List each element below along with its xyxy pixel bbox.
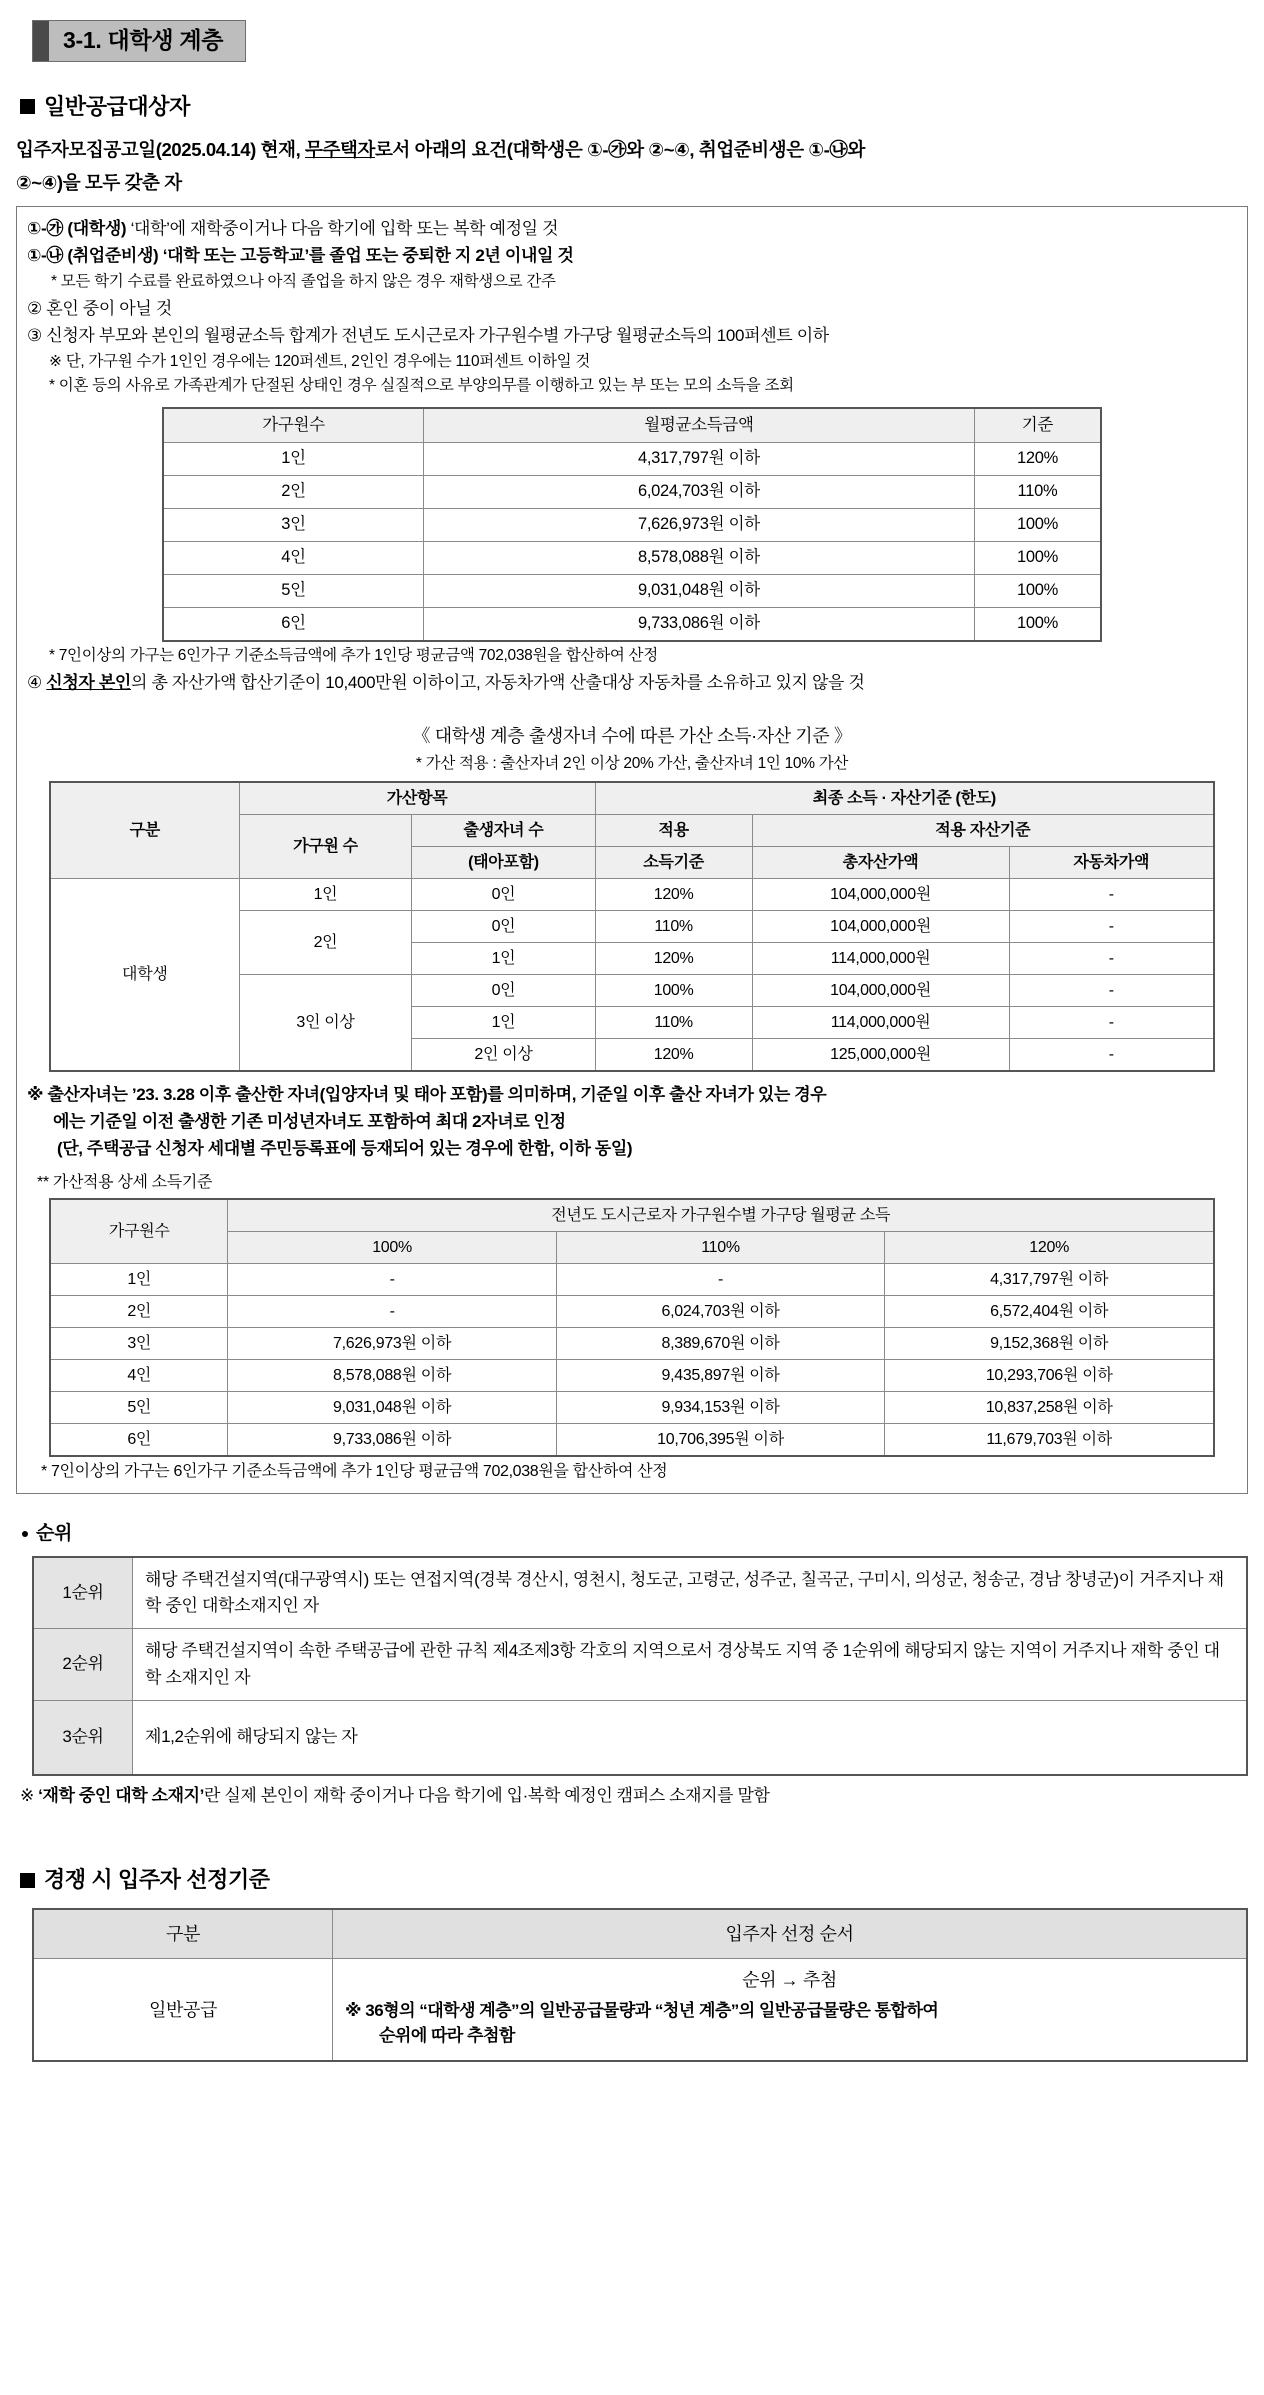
col-header-standard: 기준 (974, 408, 1101, 443)
cell-income-100: - (228, 1295, 556, 1327)
table-row (163, 542, 1101, 575)
table-row (163, 509, 1101, 542)
cell-car-asset: - (1009, 1039, 1214, 1072)
cell-rank-number: 1순위 (33, 1557, 133, 1629)
section-title-chip (32, 20, 246, 62)
table-row (50, 879, 1214, 911)
black-square-icon (20, 1873, 35, 1888)
cell-total-asset: 125,000,000원 (752, 1039, 1009, 1072)
lead-text-1: 입주자모집공고일(2025.04.14) 현재, (16, 138, 306, 160)
table-header-row (50, 782, 1214, 815)
col-header-applied-income: 적용 (595, 815, 752, 847)
table-row (50, 1423, 1214, 1456)
selection-order-line-1: 순위 → 추첨 (742, 1970, 837, 1991)
cell-income-amount: 6,024,703원 이하 (423, 476, 974, 509)
table-row (50, 1263, 1214, 1295)
detail-income-table (49, 1198, 1215, 1457)
cell-income-100: 7,626,973원 이하 (228, 1327, 556, 1359)
black-square-icon (20, 99, 35, 114)
col-header-120: 120% (885, 1231, 1214, 1263)
col-header-final-standard: 최종 소득 · 자산기준 (한도) (595, 782, 1214, 815)
income-table-footnote: * 7인이상의 가구는 6인가구 기준소득금액에 추가 1인당 평균금액 702,038원을 합산하여 산정 (49, 647, 658, 665)
cell-income-standard: 120% (595, 879, 752, 911)
col-header-income-standard: 소득기준 (595, 847, 752, 879)
cell-household-size: 3인 (163, 509, 423, 542)
requirement-item-2: ② 혼인 중이 아닐 것 (27, 298, 172, 318)
col-header-selection-order: 입주자 선정 순서 (333, 1909, 1248, 1959)
col-header-bonus-item: 가산항목 (239, 782, 595, 815)
rank-footnote (20, 1784, 1248, 1809)
cell-income-100: 9,733,086원 이하 (228, 1423, 556, 1456)
cell-rank-description: 해당 주택건설지역이 속한 주택공급에 관한 규칙 제4조제3항 각호의 지역으로서 경상북도 지역 중 1순위에 해당되지 않는 지역이 거주지나 재학 중인 대학 소재지인 자 (133, 1629, 1248, 1701)
bonus-criteria-table (49, 781, 1215, 1072)
rank-section-heading (22, 1520, 1248, 1548)
selection-table-body (33, 1959, 1247, 2062)
table-header-row (163, 408, 1101, 443)
col-header-car-asset: 자동차가액 (1009, 847, 1214, 879)
cell-standard: 100% (974, 575, 1101, 608)
cell-standard: 120% (974, 443, 1101, 476)
section-title-label: 3-1. 대학생 계층 (63, 27, 224, 54)
cell-household-count: 3인 이상 (239, 975, 412, 1072)
cell-household-count: 2인 (239, 911, 412, 975)
cell-income-110: 10,706,395원 이하 (556, 1423, 885, 1456)
col-header-avg-income-span: 전년도 도시근로자 가구원수별 가구당 월평균 소득 (228, 1199, 1214, 1232)
lead-underline-text: 무주택자 (305, 138, 375, 160)
bullet-dot-icon (22, 1531, 28, 1537)
cell-income-standard: 100% (595, 975, 752, 1007)
table-row (163, 476, 1101, 509)
lead-text-2: 로서 아래의 요건(대학생은 ①-㉮와 ②~④, 취업준비생은 ①-㉯와 (374, 138, 866, 160)
cell-supply-type: 일반공급 (33, 1959, 333, 2062)
cell-car-asset: - (1009, 975, 1214, 1007)
selection-order-line-3: 순위에 따라 추첨함 (379, 2025, 515, 2045)
requirement-3-note: ※ 단, 가구원 수가 1인인 경우에는 120퍼센트, 2인인 경우에는 110퍼센트 이하일 것 (49, 352, 591, 370)
cell-standard: 110% (974, 476, 1101, 509)
cell-children-count: 2인 이상 (412, 1039, 595, 1072)
cell-income-120: 11,679,703원 이하 (885, 1423, 1214, 1456)
detail-income-note: ** 가산적용 상세 소득기준 (37, 1173, 213, 1191)
requirement-note: * 모든 학기 수료를 완료하였으나 아직 졸업을 하지 않은 경우 재학생으로 간주 (51, 272, 556, 290)
bonus-section-note: * 가산 적용 : 출산자녀 2인 이상 20% 가산, 출산자녀 1인 10% 가산 (415, 754, 849, 772)
cell-standard: 100% (974, 542, 1101, 575)
cell-group-label: 대학생 (50, 879, 239, 1072)
cell-income-100: 9,031,048원 이하 (228, 1391, 556, 1423)
general-supply-heading (20, 91, 1248, 123)
income-standard-table (162, 407, 1102, 642)
table-row (50, 1295, 1214, 1327)
cell-income-100: 8,578,088원 이하 (228, 1359, 556, 1391)
general-supply-heading-label: 일반공급대상자 (44, 93, 190, 119)
cell-income-amount: 4,317,797원 이하 (423, 443, 974, 476)
table-row (163, 443, 1101, 476)
cell-household-size: 5인 (163, 575, 423, 608)
cell-total-asset: 104,000,000원 (752, 879, 1009, 911)
col-header-household-count: 가구원 수 (239, 815, 412, 879)
cell-household-size: 1인 (50, 1263, 228, 1295)
chip-accent-bar (33, 21, 49, 61)
selection-criteria-table (32, 1908, 1248, 2062)
cell-income-standard: 110% (595, 911, 752, 943)
cell-household-size: 4인 (50, 1359, 228, 1391)
requirement-text: ‘대학 또는 고등학교’를 졸업 또는 중퇴한 지 2년 이내일 것 (158, 246, 574, 266)
cell-income-amount: 8,578,088원 이하 (423, 542, 974, 575)
cell-income-110: 8,389,670원 이하 (556, 1327, 885, 1359)
requirement-4-underline: 신청자 본인 (46, 673, 131, 693)
cell-selection-order (333, 1959, 1248, 2062)
cell-income-110: - (556, 1263, 885, 1295)
cell-car-asset: - (1009, 911, 1214, 943)
cell-income-amount: 9,733,086원 이하 (423, 608, 974, 642)
bonus-section-title: 《 대학생 계층 출생자녀 수에 따른 가산 소득·자산 기준 》 (412, 725, 852, 746)
cell-household-size: 5인 (50, 1391, 228, 1423)
cell-total-asset: 114,000,000원 (752, 943, 1009, 975)
requirement-item-4 (27, 669, 1237, 697)
requirement-item-3: ③ 신청자 부모와 본인의 월평균소득 합계가 전년도 도시근로자 가구원수별 가구당 월평균소득의 100퍼센트 이하 (27, 326, 829, 346)
col-header-100: 100% (228, 1231, 556, 1263)
table-row (50, 1391, 1214, 1423)
table-header-row (33, 1909, 1247, 1959)
requirement-4-rest: 의 총 자산가액 합산기준이 10,400만원 이하이고, 자동차가액 산출대상 자동차를 소유하고 있지 않을 것 (131, 673, 865, 693)
table-row (163, 608, 1101, 642)
rank-table (32, 1556, 1248, 1776)
rank-footnote-prefix: ※ (20, 1785, 39, 1805)
col-header-gubun: 구분 (50, 782, 239, 879)
bonus-table-body (50, 879, 1214, 1072)
requirement-item (27, 242, 1237, 270)
cell-standard: 100% (974, 608, 1101, 642)
cell-rank-description: 해당 주택건설지역(대구광역시) 또는 연접지역(경북 경산시, 영천시, 청도군, 고령군, 성주군, 칠곡군, 구미시, 의성군, 청송군, 경남 창녕군)이 거주지나 재학 중인 대학소재지인 자 (133, 1557, 1248, 1629)
selection-section-heading-label: 경쟁 시 입주자 선정기준 (44, 1867, 270, 1893)
table-row (163, 575, 1101, 608)
cell-children-count: 0인 (412, 975, 595, 1007)
bonus-note-line-3: (단, 주택공급 신청자 세대별 주민등록표에 등재되어 있는 경우에 한함, 이하 동일) (57, 1138, 633, 1158)
cell-household-size: 2인 (50, 1295, 228, 1327)
rank-table-body (33, 1557, 1247, 1775)
cell-household-size: 1인 (163, 443, 423, 476)
cell-income-120: 10,837,258원 이하 (885, 1391, 1214, 1423)
requirement-3-note-2: * 이혼 등의 사유로 가족관계가 단절된 상태인 경우 실질적으로 부양의무를 이행하고 있는 부 또는 모의 소득을 조회 (49, 377, 794, 395)
table-row (50, 1359, 1214, 1391)
cell-income-amount: 7,626,973원 이하 (423, 509, 974, 542)
table-header-row (50, 1199, 1214, 1232)
cell-children-count: 1인 (412, 943, 595, 975)
rank-section-heading-label: 순위 (36, 1523, 72, 1545)
lead-paragraph-line2: ②~④)을 모두 갖춘 자 (16, 172, 182, 194)
cell-income-amount: 9,031,048원 이하 (423, 575, 974, 608)
cell-children-count: 1인 (412, 1007, 595, 1039)
selection-order-line-2: ※ 36형의 “대학생 계층”의 일반공급물량과 “청년 계층”의 일반공급물량은 통합하여 (345, 2001, 939, 2021)
cell-car-asset: - (1009, 943, 1214, 975)
cell-standard: 100% (974, 509, 1101, 542)
cell-household-count: 1인 (239, 879, 412, 911)
selection-section-heading (20, 1864, 1248, 1896)
cell-children-count: 0인 (412, 879, 595, 911)
bonus-note-block (27, 1082, 1237, 1163)
col-header-children-count: 출생자녀 수 (412, 815, 595, 847)
cell-income-120: 10,293,706원 이하 (885, 1359, 1214, 1391)
table-row (33, 1701, 1247, 1775)
col-header-applied-asset: 적용 자산기준 (752, 815, 1214, 847)
cell-income-standard: 120% (595, 1039, 752, 1072)
cell-household-size: 4인 (163, 542, 423, 575)
cell-household-size: 3인 (50, 1327, 228, 1359)
cell-income-standard: 110% (595, 1007, 752, 1039)
cell-income-110: 6,024,703원 이하 (556, 1295, 885, 1327)
cell-rank-description: 제1,2순위에 해당되지 않는 자 (133, 1701, 1248, 1775)
table-row (33, 1959, 1247, 2062)
cell-car-asset: - (1009, 1007, 1214, 1039)
bonus-note-line-1: ※ 출산자녀는 ’23. 3.28 이후 출산한 자녀(입양자녀 및 태아 포함)를 의미하며, 기준일 이후 출산 자녀가 있는 경우 (27, 1085, 827, 1105)
cell-income-100: - (228, 1263, 556, 1295)
cell-household-size: 2인 (163, 476, 423, 509)
detail-income-footnote: * 7인이상의 가구는 6인가구 기준소득금액에 추가 1인당 평균금액 702,038원을 합산하여 산정 (41, 1462, 668, 1480)
cell-rank-number: 3순위 (33, 1701, 133, 1775)
requirements-box (16, 206, 1248, 1494)
cell-total-asset: 104,000,000원 (752, 975, 1009, 1007)
requirement-text: ‘대학’에 재학중이거나 다음 학기에 입학 또는 복학 예정일 것 (126, 218, 559, 238)
cell-car-asset: - (1009, 879, 1214, 911)
requirement-item (27, 215, 1237, 243)
detail-income-table-body (50, 1263, 1214, 1456)
cell-household-size: 6인 (50, 1423, 228, 1456)
table-row (50, 1327, 1214, 1359)
table-row (33, 1629, 1247, 1701)
bonus-note-line-2: 에는 기준일 이전 출생한 기존 미성년자녀도 포함하여 최대 2자녀로 인정 (53, 1111, 566, 1131)
cell-income-120: 4,317,797원 이하 (885, 1263, 1214, 1295)
table-row (33, 1557, 1247, 1629)
cell-children-count: 0인 (412, 911, 595, 943)
col-header-110: 110% (556, 1231, 885, 1263)
cell-income-110: 9,934,153원 이하 (556, 1391, 885, 1423)
col-header-household-size: 가구원수 (50, 1199, 228, 1264)
requirement-4-prefix: ④ (27, 673, 47, 693)
cell-rank-number: 2순위 (33, 1629, 133, 1701)
lead-paragraph (16, 135, 1248, 165)
income-table-body (163, 443, 1101, 642)
col-header-total-asset: 총자산가액 (752, 847, 1009, 879)
cell-income-standard: 120% (595, 943, 752, 975)
col-header-household-size: 가구원수 (163, 408, 423, 443)
selection-order-note (345, 1999, 1234, 2048)
requirement-label: ①-㉮ (대학생) (27, 218, 127, 238)
requirement-label: ①-㉯ (취업준비생) (27, 246, 159, 266)
rank-footnote-rest: 란 실제 본인이 재학 중이거나 다음 학기에 입·복학 예정인 캠퍼스 소재지를 말함 (204, 1785, 770, 1805)
cell-income-110: 9,435,897원 이하 (556, 1359, 885, 1391)
col-header-monthly-income: 월평균소득금액 (423, 408, 974, 443)
col-header-children-count-sub: (태아포함) (412, 847, 595, 879)
cell-household-size: 6인 (163, 608, 423, 642)
cell-income-120: 6,572,404원 이하 (885, 1295, 1214, 1327)
cell-total-asset: 104,000,000원 (752, 911, 1009, 943)
col-header-gubun: 구분 (33, 1909, 333, 1959)
rank-footnote-bold: ‘재학 중인 대학 소재지’ (38, 1785, 204, 1805)
cell-income-120: 9,152,368원 이하 (885, 1327, 1214, 1359)
cell-total-asset: 114,000,000원 (752, 1007, 1009, 1039)
